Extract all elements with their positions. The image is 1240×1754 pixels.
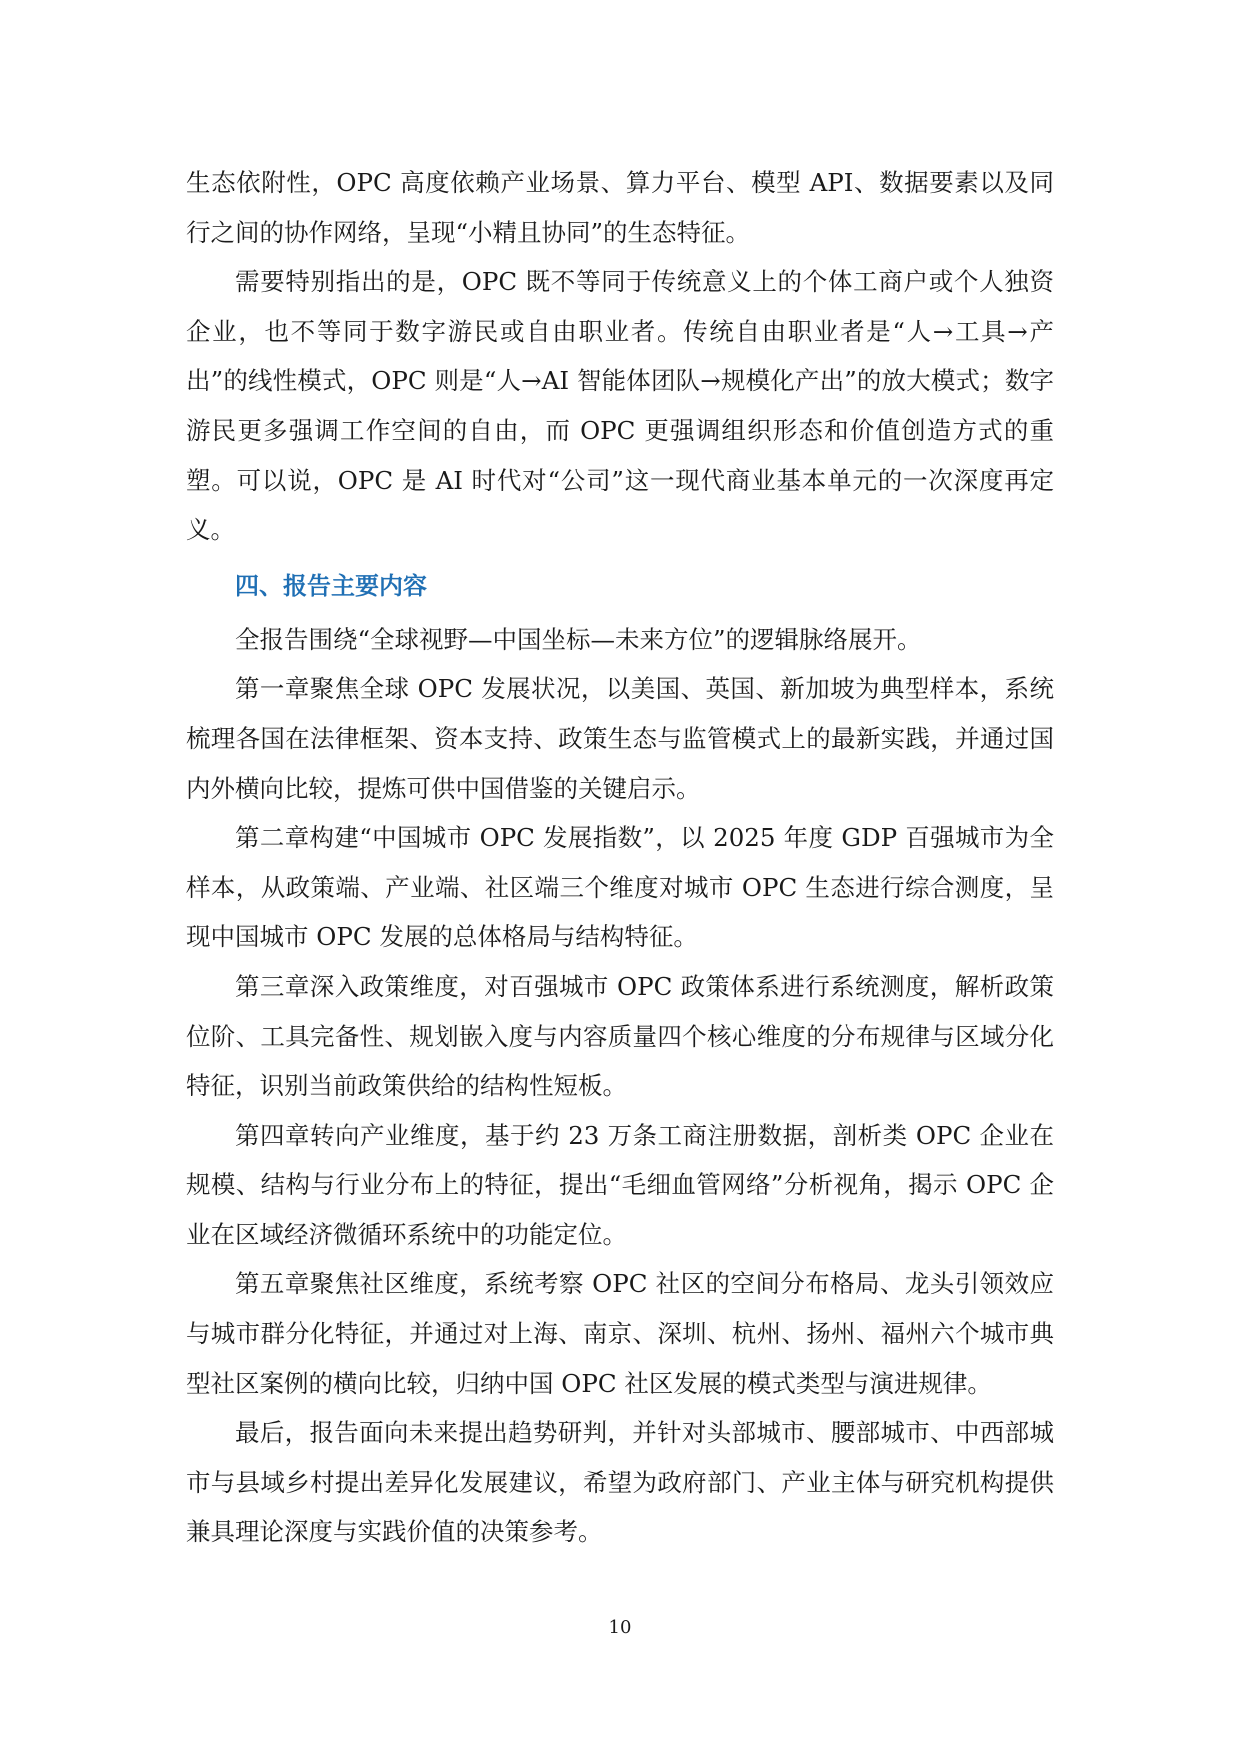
paragraph-chapter-1: 第一章聚焦全球 OPC 发展状况，以美国、英国、新加坡为典型样本，系统梳理各国在法律框架、资本支持、政策生态与监管模式上的最新实践，并通过国内外横向比较，提炼可供中国借鉴的关键启示。 [186,674,1054,803]
paragraph-chapter-2: 第二章构建“中国城市 OPC 发展指数”，以 2025 年度 GDP 百强城市为全样本，从政策端、产业端、社区端三个维度对城市 OPC 生态进行综合测度，呈现中国城市 OPC 发展的总体格局与结构特征。 [186,823,1054,952]
section-heading: 四、报告主要内容 [235,571,427,600]
paragraph-chapter-4: 第四章转向产业维度，基于约 23 万条工商注册数据，剖析类 OPC 企业在规模、结构与行业分布上的特征，提出“毛细血管网络”分析视角，揭示 OPC 企业在区域经济微循环系统中的功能定位。 [186,1120,1054,1249]
page-content [186,158,1054,1557]
paragraph-overview: 全报告围绕“全球视野—中国坐标—未来方位”的逻辑脉络展开。 [235,624,922,654]
paragraph-chapter-3: 第三章深入政策维度，对百强城市 OPC 政策体系进行系统测度，解析政策位阶、工具完备性、规划嵌入度与内容质量四个核心维度的分布规律与区域分化特征，识别当前政策供给的结构性短板。 [186,971,1054,1101]
page-number: 10 [608,1617,632,1638]
paragraph-opc-definition: 需要特别指出的是，OPC 既不等同于传统意义上的个体工商户或个人独资企业，也不等同于数字游民或自由职业者。传统自由职业者是“人→工具→产出”的线性模式，OPC 则是“人→AI 智能体团队→规模化产出”的放大模式；数字游民更多强调工作空间的自由，而 OPC 更强调组织形态和价值创造方式的重塑。可以说，OPC 是 AI 时代对“公司”这一现代商业基本单元的一次深度再定义。 [186,267,1054,545]
paragraph-chapter-5: 第五章聚焦社区维度，系统考察 OPC 社区的空间分布格局、龙头引领效应与城市群分化特征，并通过对上海、南京、深圳、杭州、扬州、福州六个城市典型社区案例的横向比较，归纳中国 OPC 社区发展的模式类型与演进规律。 [186,1269,1054,1398]
paragraph-conclusion: 最后，报告面向未来提出趋势研判，并针对头部城市、腰部城市、中西部城市与县域乡村提出差异化发展建议，希望为政府部门、产业主体与研究机构提供兼具理论深度与实践价值的决策参考。 [186,1418,1054,1547]
paragraph-continued: 生态依附性，OPC 高度依赖产业场景、算力平台、模型 API、数据要素以及同行之间的协作网络，呈现“小精且协同”的生态特征。 [186,168,1054,247]
